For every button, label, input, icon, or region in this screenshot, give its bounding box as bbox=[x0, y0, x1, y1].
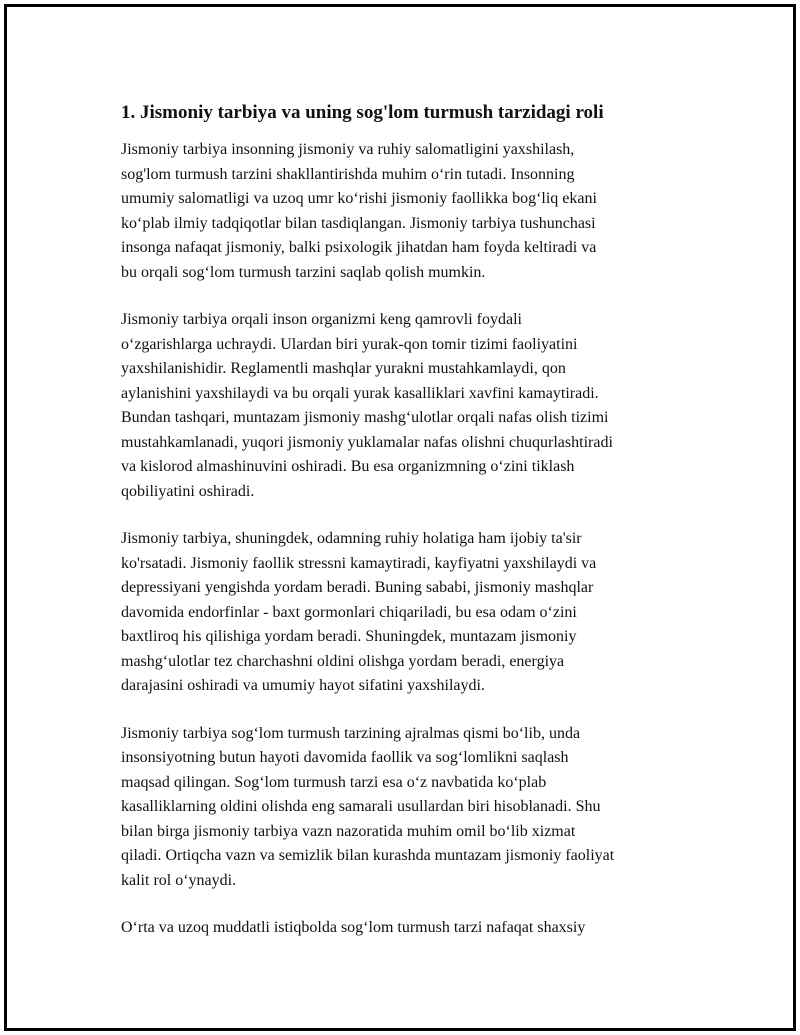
text-line: mustahkamlanadi, yuqori jismoniy yuklamalar nafas olishni chuqurlashtiradi bbox=[121, 433, 613, 451]
text-line: insonga nafaqat jismoniy, balki psixologik jihatdan ham foyda keltiradi va bbox=[121, 239, 597, 256]
paragraph-container bbox=[121, 138, 711, 941]
document-body bbox=[121, 98, 711, 964]
text-line: Jismoniy tarbiya sog‘lom turmush tarzining ajralmas qismi bo‘lib, unda bbox=[121, 724, 581, 742]
text-line: kalit rol o‘ynaydi. bbox=[121, 871, 237, 889]
text-line: kasalliklarning oldini olishda eng samarali usullardan biri hisoblanadi. Shu bbox=[121, 798, 601, 815]
paragraph bbox=[121, 722, 711, 894]
text-line: Jismoniy tarbiya, shuningdek, odamning ruhiy holatiga ham ijobiy ta'sir bbox=[121, 530, 582, 547]
text-line: yaxshilanishidir. Reglamentli mashqlar yurakni mustahkamlaydi, qon bbox=[121, 360, 566, 377]
page-frame bbox=[4, 4, 796, 1031]
text-line: baxtliroq his qilishiga yordam beradi. Shuningdek, muntazam jismoniy bbox=[121, 628, 577, 645]
paragraph bbox=[121, 527, 711, 699]
text-line: sog'lom turmush tarzini shakllantirishda muhim o‘rin tutadi. Insonning bbox=[121, 165, 575, 183]
paragraph bbox=[121, 138, 711, 285]
text-line: bu orqali sog‘lom turmush tarzini saqlab qolish mumkin. bbox=[121, 263, 486, 281]
text-line: bilan birga jismoniy tarbiya vazn nazoratida muhim omil bo‘lib xizmat bbox=[121, 822, 576, 840]
text-line: Jismoniy tarbiya insonning jismoniy va ruhiy salomatligini yaxshilash, bbox=[121, 141, 575, 158]
text-line: qobiliyatini oshiradi. bbox=[121, 482, 255, 500]
text-line: O‘rta va uzoq muddatli istiqbolda sog‘lom turmush tarzi nafaqat shaxsiy bbox=[121, 919, 586, 936]
text-line: umumiy salomatligi va uzoq umr ko‘rishi jismoniy faollikka bog‘liq ekani bbox=[121, 190, 597, 207]
paragraph bbox=[121, 916, 711, 941]
text-line: va kislorod almashinuvini oshiradi. Bu esa organizmning o‘zini tiklash bbox=[121, 458, 575, 475]
text-line: depressiyani yengishda yordam beradi. Buning sababi, jismoniy mashqlar bbox=[121, 579, 594, 596]
text-line: darajasini oshiradi va umumiy hayot sifatini yaxshilaydi. bbox=[121, 677, 485, 694]
text-line: insonsiyotning butun hayoti davomida faollik va sog‘lomlikni saqlash bbox=[121, 749, 569, 766]
text-line: qiladi. Ortiqcha vazn va semizlik bilan kurashda muntazam jismoniy faoliyat bbox=[121, 847, 615, 864]
text-line: davomida endorfinlar - baxt gormonlari chiqariladi, bu esa odam o‘zini bbox=[121, 603, 577, 621]
paragraph bbox=[121, 308, 711, 504]
text-line: mashg‘ulotlar tez charchashni oldini olishga yordam beradi, energiya bbox=[121, 652, 565, 670]
text-line: aylanishini yaxshilaydi va bu orqali yurak kasalliklari xavfini kamaytiradi. bbox=[121, 384, 599, 402]
text-line: Jismoniy tarbiya orqali inson organizmi keng qamrovli foydali bbox=[121, 311, 522, 328]
text-line: ko‘plab ilmiy tadqiqotlar bilan tasdiqlangan. Jismoniy tarbiya tushunchasi bbox=[121, 214, 596, 232]
text-line: ko'rsatadi. Jismoniy faollik stressni kamaytiradi, kayfiyatni yaxshilaydi va bbox=[121, 554, 597, 572]
text-line: o‘zgarishlarga uchraydi. Ulardan biri yurak-qon tomir tizimi faoliyatini bbox=[121, 335, 578, 353]
section-title: 1. Jismoniy tarbiya va uning sog'lom turmush tarzidagi roli bbox=[121, 102, 604, 123]
text-line: Bundan tashqari, muntazam jismoniy mashg‘ulotlar orqali nafas olish tizimi bbox=[121, 409, 609, 426]
text-line: maqsad qilingan. Sog‘lom turmush tarzi esa o‘z navbatida ko‘plab bbox=[121, 773, 547, 791]
